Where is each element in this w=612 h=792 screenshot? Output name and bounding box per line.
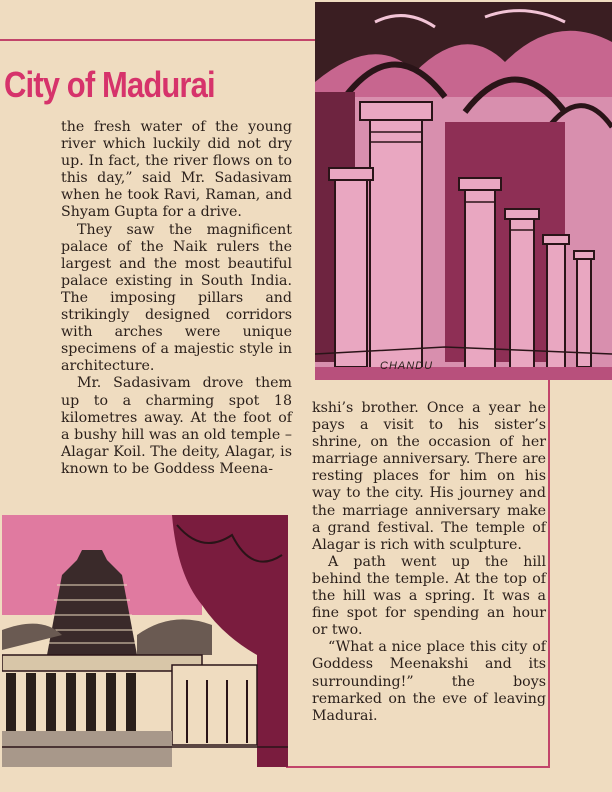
bottom-rule	[286, 766, 550, 768]
paragraph: the fresh water of the young river which luckily did not dry up. In fact, the river flows on to this day,” said Mr. Sadasivam when he took Ravi, Raman, and Shyam Gupta for a drive.	[61, 119, 292, 221]
right-rule	[548, 372, 550, 767]
paragraph: Mr. Sadasivam drove them up to a charming spot 18 kilometres away. At the foot of a bushy hill was an old temple –Alagar Koil. The deity, Alagar, is known to be Goddess Meena-	[61, 375, 292, 477]
palace-corridor-illustration	[315, 2, 612, 380]
palace-corridor-drawing	[315, 2, 612, 380]
text-column-left	[61, 119, 292, 478]
paragraph: kshi’s brother. Once a year he pays a visit to his sister’s shrine, on the occasion of her marriage anniversary. There are resting places for him on his way to the city. His journey and the marriage anniversary make a grand festival. The temple of Alagar is rich with sculpture.	[312, 400, 546, 553]
temple-gopuram-illustration	[2, 515, 288, 767]
text-column-right	[312, 400, 546, 725]
paragraph: A path went up the hill behind the temple. At the top of the hill was a spring. It was a fine spot for spending an hour or two.	[312, 553, 546, 639]
top-rule	[0, 39, 316, 41]
artist-signature: CHANDU	[380, 360, 434, 372]
paragraph: “What a nice place this city of Goddess Meenakshi and its surrounding!” the boys remarked on the eve of leaving Madurai.	[312, 639, 546, 724]
temple-drawing	[2, 515, 288, 767]
paragraph: They saw the magnificent palace of the Naik rulers the largest and the most beautiful palace existing in South India. The imposing pillars and strikingly designed corridors with arches were unique specimens of a majestic style in architecture.	[61, 221, 292, 375]
article-title: City of Madurai	[4, 64, 215, 105]
